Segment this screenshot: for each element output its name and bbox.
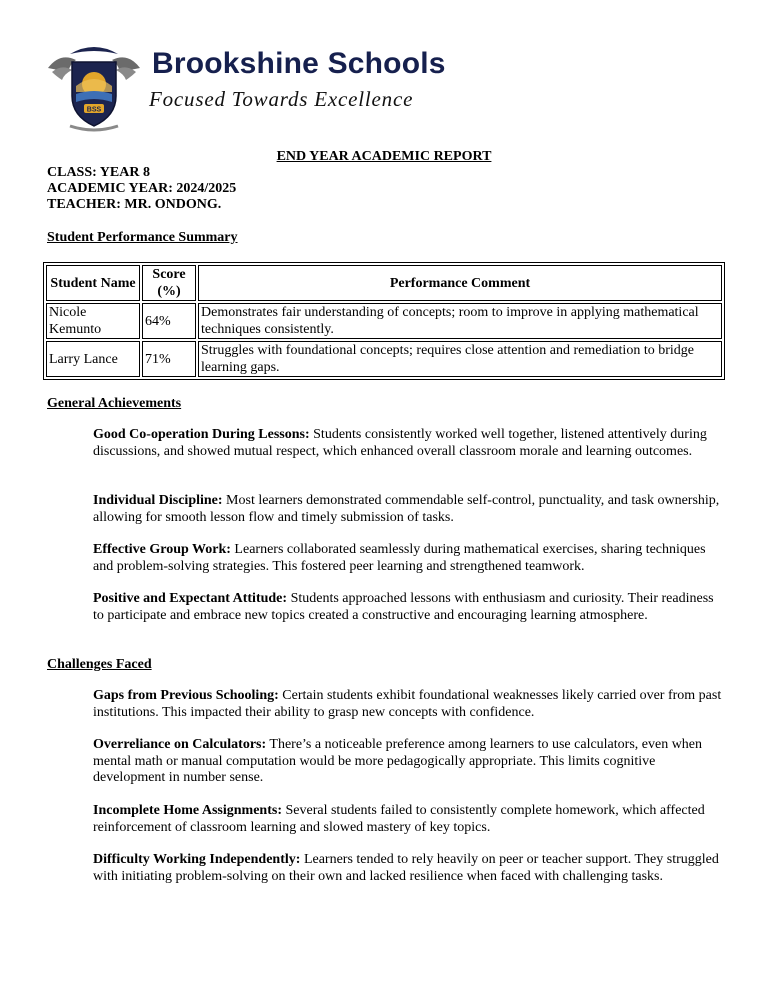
column-header-name: Student Name xyxy=(46,265,140,301)
item-text: Most learners demonstrated commendable self-control, punctuality, and task ownership, allowing for smooth lesson flow and timely submission of tasks. xyxy=(93,493,720,525)
item-title: Gaps from Previous Schooling: xyxy=(93,688,279,703)
table-row xyxy=(46,303,722,339)
table-header-row xyxy=(46,265,722,301)
school-crest-logo xyxy=(46,42,142,132)
comment-cell: Struggles with foundational concepts; requires close attention and remediation to bridge learning gaps. xyxy=(198,341,722,377)
school-motto: Focused Towards Excellence xyxy=(149,87,414,111)
student-name-cell: Larry Lance xyxy=(46,341,140,377)
item-title: Overreliance on Calculators: xyxy=(93,737,267,752)
student-name-cell: Nicole Kemunto xyxy=(46,303,140,339)
item-text: Students approached lessons with enthusiasm and curiosity. Their readiness to participate and embrace new topics created a constructive and encouraging learning atmosphere. xyxy=(93,591,714,623)
column-header-comment: Performance Comment xyxy=(198,265,722,301)
item-title: Positive and Expectant Attitude: xyxy=(93,591,288,606)
item-text: Students consistently worked well together, listened attentively during discussions, and showed mutual respect, which enhanced overall classroom morale and learning outcomes. xyxy=(93,427,707,459)
challenges-heading: Challenges Faced xyxy=(47,657,152,672)
comment-cell: Demonstrates fair understanding of concepts; room to improve in applying mathematical techniques consistently. xyxy=(198,303,722,339)
item-text: Learners collaborated seamlessly during mathematical exercises, sharing techniques and problem-solving strategies. This fostered peer learning and strengthened teamwork. xyxy=(93,542,706,574)
performance-table xyxy=(43,262,725,380)
achievement-item xyxy=(93,591,725,624)
challenge-item xyxy=(93,737,725,787)
achievement-item xyxy=(93,493,725,526)
item-title: Incomplete Home Assignments: xyxy=(93,803,282,818)
academic-year-line: ACADEMIC YEAR: 2024/2025 xyxy=(47,181,237,196)
score-cell: 71% xyxy=(142,341,196,377)
item-title: Good Co-operation During Lessons: xyxy=(93,427,310,442)
achievement-item xyxy=(93,427,725,460)
item-title: Effective Group Work: xyxy=(93,542,231,557)
item-text: Several students failed to consistently complete homework, which affected reinforcement of classroom learning and slowed mastery of key topics. xyxy=(93,803,705,835)
item-text: Certain students exhibit foundational weaknesses likely carried over from past institutions. This impacted their ability to grasp new concepts with confidence. xyxy=(93,688,722,720)
challenge-item xyxy=(93,688,725,721)
item-title: Individual Discipline: xyxy=(93,493,223,508)
challenge-item xyxy=(93,803,725,836)
summary-heading: Student Performance Summary xyxy=(47,230,238,245)
challenge-item xyxy=(93,852,725,885)
achievement-item xyxy=(93,542,725,575)
table-row xyxy=(46,341,722,377)
letterhead xyxy=(46,40,446,132)
school-name: Brookshine Schools xyxy=(152,47,446,80)
item-text: Learners tended to rely heavily on peer or teacher support. They struggled with initiating problem-solving on their own and lacked resilience when faced with challenging tasks. xyxy=(93,852,719,884)
item-text: There’s a noticeable preference among learners to use calculators, even when mental math or manual computation would be more pedagogically appropriate. This limits cognitive development in number sense. xyxy=(93,737,703,785)
score-cell: 64% xyxy=(142,303,196,339)
report-title: END YEAR ACADEMIC REPORT xyxy=(276,149,492,164)
column-header-score: Score (%) xyxy=(142,265,196,301)
achievements-heading: General Achievements xyxy=(47,396,182,411)
crest-initials: BSS xyxy=(86,106,102,114)
item-title: Difficulty Working Independently: xyxy=(93,852,301,867)
class-line: CLASS: YEAR 8 xyxy=(47,165,150,180)
teacher-line: TEACHER: MR. ONDONG. xyxy=(47,197,222,212)
report-meta xyxy=(47,165,236,213)
